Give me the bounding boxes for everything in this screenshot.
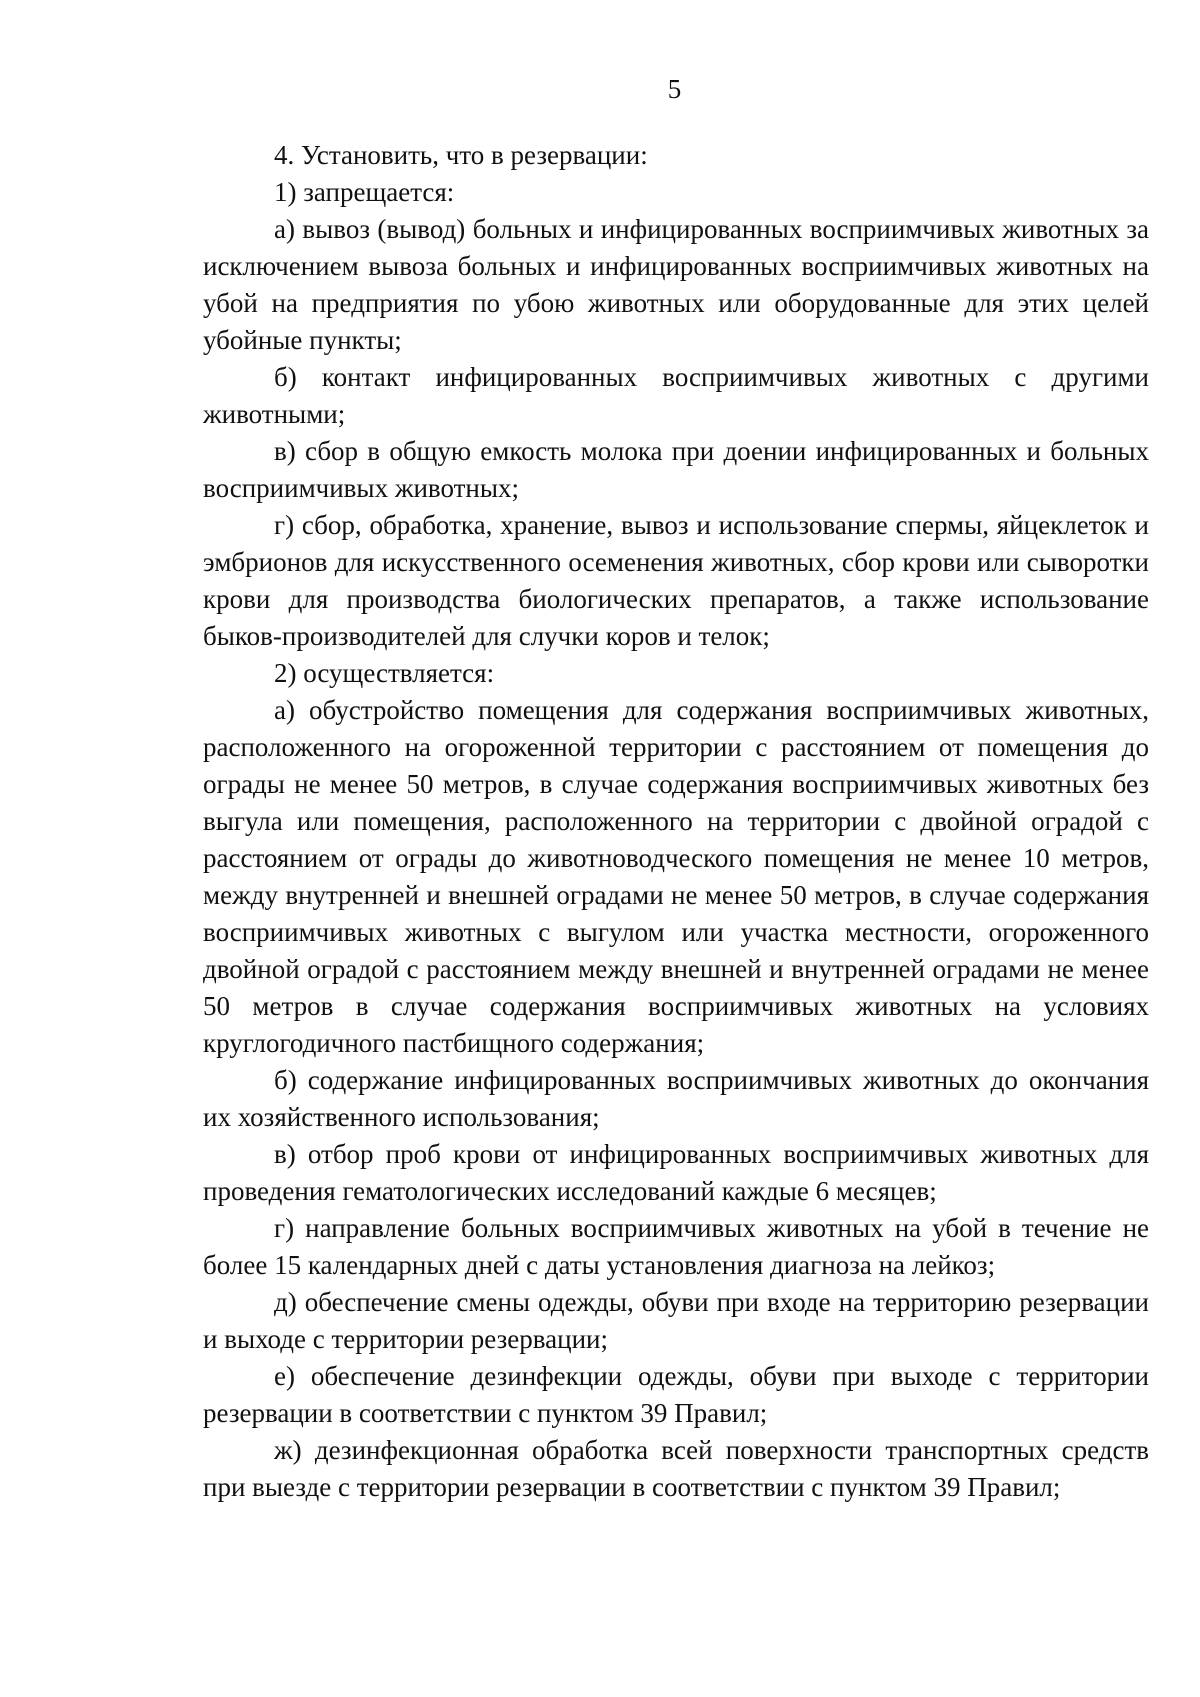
paragraph-prohibited-b: б) контакт инфицированных восприимчивых животных с другими животными; xyxy=(203,362,1149,429)
paragraph-performed-heading: 2) осуществляется: xyxy=(274,658,495,688)
page-number: 5 xyxy=(667,74,682,104)
paragraph-prohibited-a: а) вывоз (вывод) больных и инфицированных восприимчивых животных за исключением вывоза больных и инфицированных восприимчивых животных на убой на предприятия по убою животных или оборудованные для этих целей убойные пункты; xyxy=(203,214,1149,355)
paragraph-performed-v: в) отбор проб крови от инфицированных восприимчивых животных для проведения гематологических исследований каждые 6 месяцев; xyxy=(203,1139,1149,1206)
paragraph-performed-zh: ж) дезинфекционная обработка всей поверхности транспортных средств при выезде с территории резервации в соответствии с пунктом 39 Правил; xyxy=(203,1435,1149,1502)
paragraph-item-4-heading: 4. Установить, что в резервации: xyxy=(274,140,648,170)
paragraph-prohibited-g: г) сбор, обработка, хранение, вывоз и использование спермы, яйцеклеток и эмбрионов для искусственного осеменения животных, сбор крови или сыворотки крови для производства биологических препаратов, а также использование быков-производителей для случки коров и телок; xyxy=(203,510,1149,651)
paragraph-performed-e: е) обеспечение дезинфекции одежды, обуви при выходе с территории резервации в соответствии с пунктом 39 Правил; xyxy=(203,1361,1149,1428)
paragraph-performed-g: г) направление больных восприимчивых животных на убой в течение не более 15 календарных дней с даты установления диагноза на лейкоз; xyxy=(203,1213,1149,1280)
paragraph-performed-a: а) обустройство помещения для содержания восприимчивых животных, расположенного на огороженной территории с расстоянием от помещения до ограды не менее 50 метров, в случае содержания восприимчивых животных без выгула или помещения, расположенного на территории с двойной оградой с расстоянием от ограды до животноводческого помещения не менее 10 метров, между внутренней и внешней оградами не менее 50 метров, в случае содержания восприимчивых животных с выгулом или участка местности, огороженного двойной оградой с расстоянием между внешней и внутренней оградами не менее 50 метров в случае содержания восприимчивых животных на условиях круглогодичного пастбищного содержания; xyxy=(203,695,1149,1058)
paragraph-prohibited-v: в) сбор в общую емкость молока при доении инфицированных и больных восприимчивых животных; xyxy=(203,436,1149,503)
paragraph-performed-b: б) содержание инфицированных восприимчивых животных до окончания их хозяйственного использования; xyxy=(203,1065,1149,1132)
paragraph-prohibited-heading: 1) запрещается: xyxy=(274,177,455,207)
document-body xyxy=(203,137,1149,1506)
paragraph-performed-d: д) обеспечение смены одежды, обуви при входе на территорию резервации и выходе с территории резервации; xyxy=(203,1287,1149,1354)
